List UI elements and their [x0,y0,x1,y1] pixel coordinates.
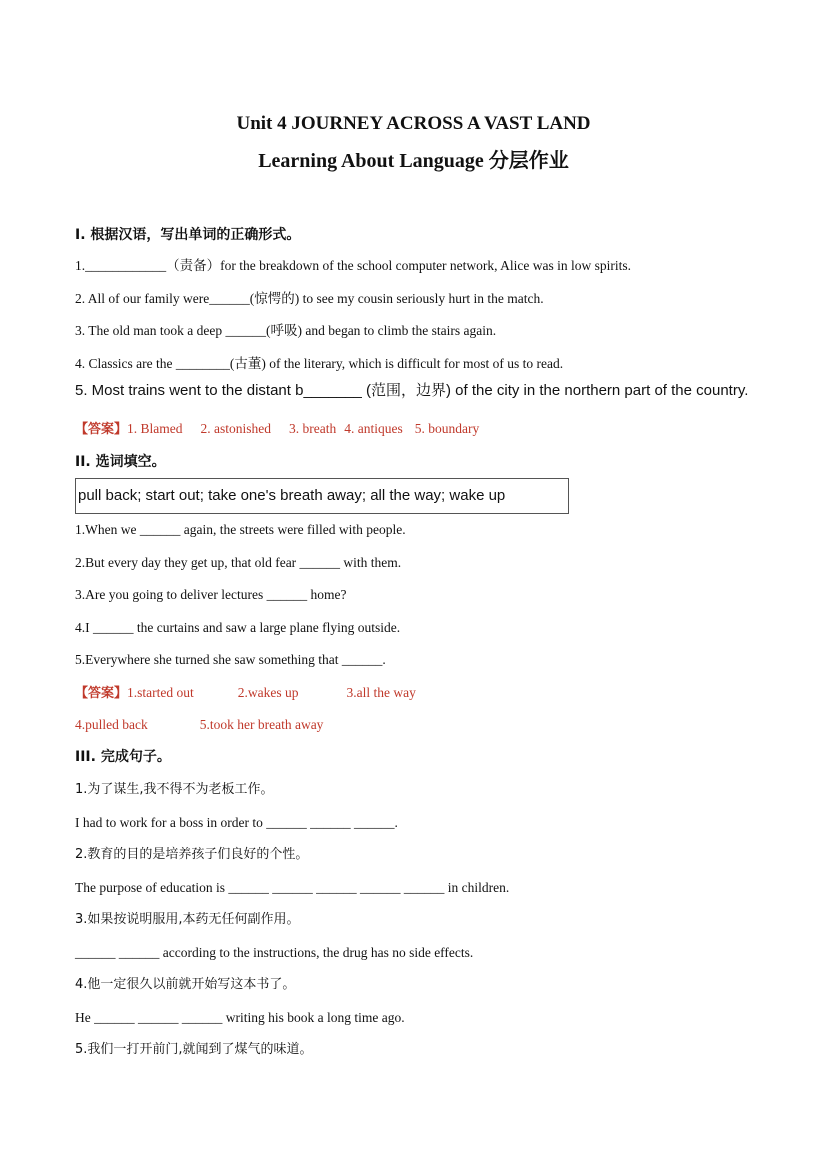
section-3-item-3-en: ______ ______ according to the instructions, the drug has no side effects. [75,945,474,960]
section-1-item-3: 3. The old man took a deep ______(呼吸) and began to climb the stairs again. [75,323,497,338]
answer-3: 3. breath [289,421,337,436]
answer-1: 1. Blamed [127,421,183,436]
answer-5: 5.took her breath away [199,717,324,732]
section-2-item-4: 4.I ______ the curtains and saw a large plane flying outside. [75,620,401,635]
answer-2: 2. astonished [200,421,272,436]
section-2-item-1: 1.When we ______ again, the streets were filled with people. [75,522,406,537]
answer-2: 2.wakes up [237,685,299,700]
word-box [75,478,569,514]
answer-label: 【答案】 [75,686,128,701]
lesson-subtitle: Learning About Language 分层作业 [258,150,569,172]
unit-title: Unit 4 JOURNEY ACROSS A VAST LAND [236,113,591,134]
answer-1: 1.started out [127,685,194,700]
section-3-item-4-en: He ______ ______ ______ writing his book a long time ago. [75,1010,405,1025]
section-3-item-5-cn: 5.我们一打开前门,就闻到了煤气的味道。 [75,1042,313,1057]
section-2-item-5: 5.Everywhere she turned she saw something that ______. [75,652,386,667]
section-3-item-2-cn: 2.教育的目的是培养孩子们良好的个性。 [75,847,309,862]
section-3-item-3-cn: 3.如果按说明服用,本药无任何副作用。 [75,912,300,927]
section-3-item-1-cn: 1.为了谋生,我不得不为老板工作。 [75,782,274,797]
answer-label: 【答案】 [75,422,128,437]
section-2-heading: II. 选词填空。 [75,454,166,470]
answer-4: 4.pulled back [75,717,148,732]
section-1-heading: I. 根据汉语，写出单词的正确形式。 [75,227,301,243]
section-2-item-3: 3.Are you going to deliver lectures ______ home? [75,587,347,602]
section-2-item-2: 2.But every day they get up, that old fear ______ with them. [75,555,402,570]
section-3-item-4-cn: 4.他一定很久以前就开始写这本书了。 [75,977,296,992]
word-box-text: pull back; start out; take one's breath away; all the way; wake up [78,487,506,504]
section-1-item-5: 5. Most trains went to the distant b_______ (范围，边界) of the city in the northern part of the country. [75,382,749,399]
section-2-answers-row-1 [75,684,416,703]
section-1-answers [75,420,479,439]
section-1-item-2: 2. All of our family were______(惊愕的) to see my cousin seriously hurt in the match. [75,291,544,306]
section-1-item-4: 4. Classics are the ________(古董) of the literary, which is difficult for most of us to read. [75,356,564,371]
section-3-item-2-en: The purpose of education is ______ ______ ______ ______ ______ in children. [75,880,510,895]
section-2-answers-row-2 [75,716,323,734]
section-3-heading: III. 完成句子。 [75,749,171,765]
section-3-item-1-en: I had to work for a boss in order to ______ ______ ______. [75,815,398,830]
answer-3: 3.all the way [346,685,416,700]
answer-4: 4. antiques [344,421,403,436]
answer-5: 5. boundary [414,421,480,436]
section-1-item-1: 1.____________（责备）for the breakdown of the school computer network, Alice was in low spirits. [75,258,632,273]
